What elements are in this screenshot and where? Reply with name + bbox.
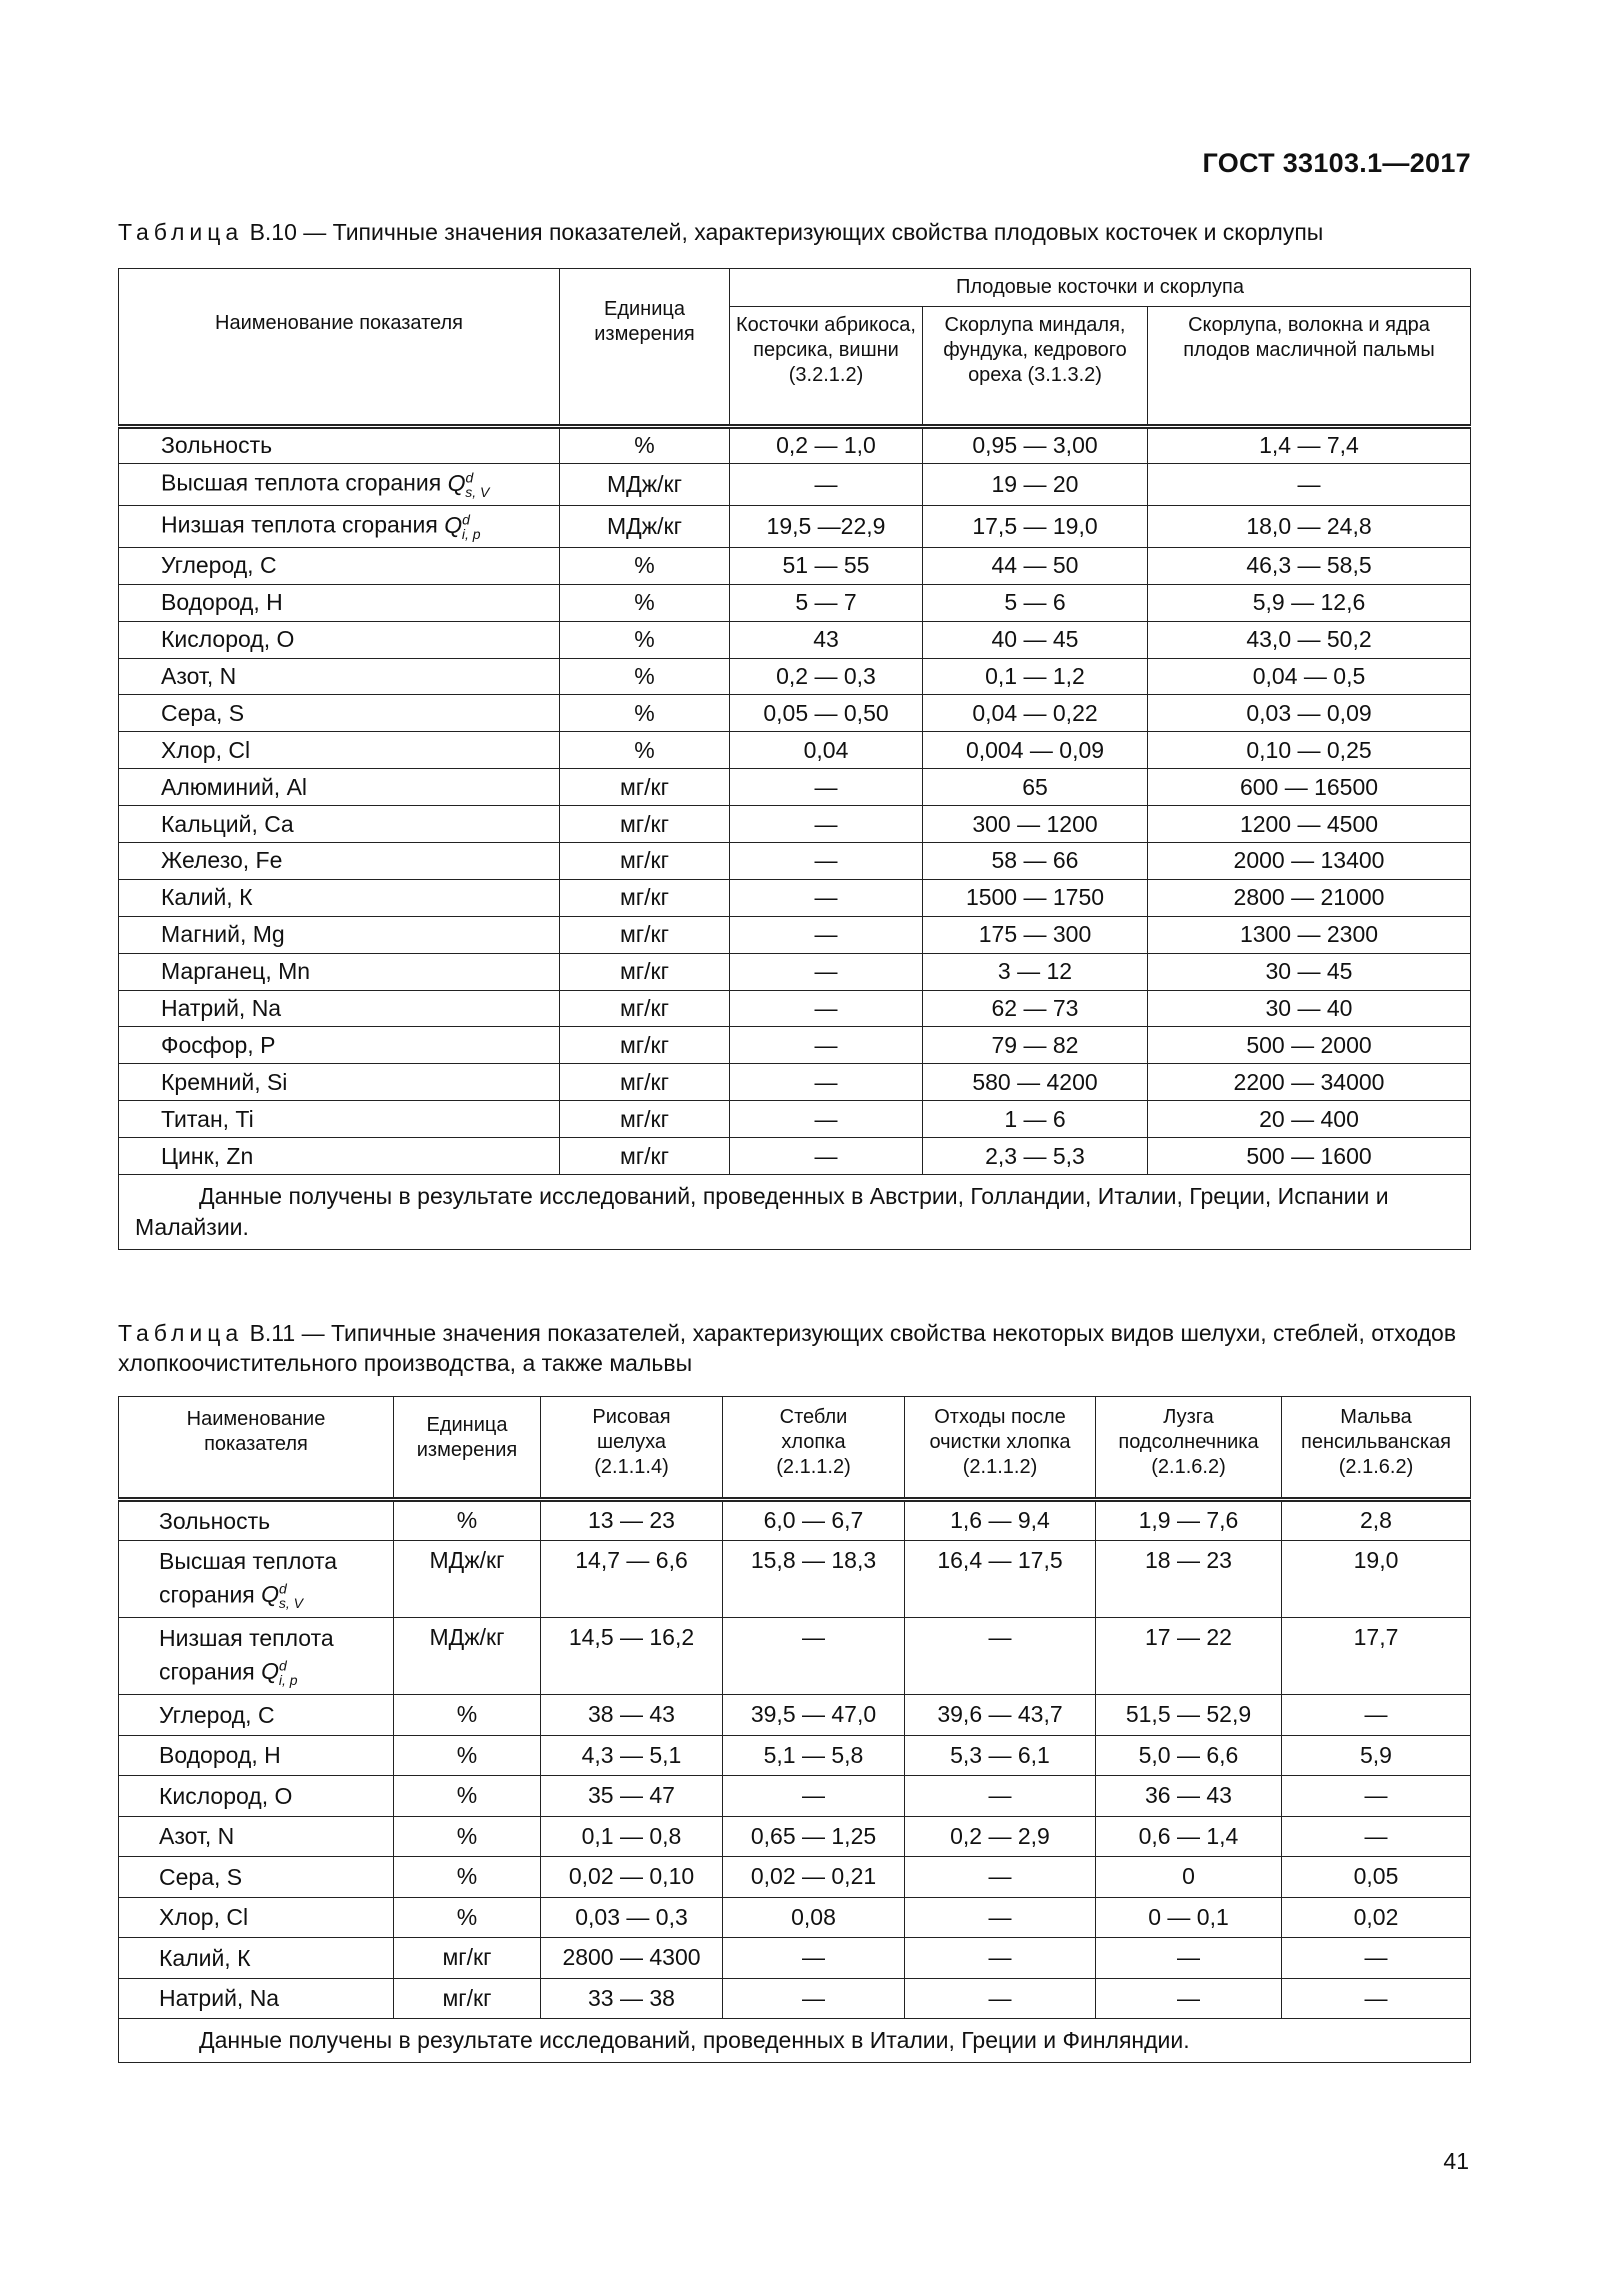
parameter-name: Калий, К [159,1944,251,1971]
parameter-name-cell [119,1938,394,1979]
parameter-name: Кальций, Ca [161,810,294,837]
parameter-name-cell [119,806,560,843]
unit-cell: МДж/кг [394,1617,541,1694]
parameter-name-cell [119,843,560,880]
value-cell: 5,9 [1282,1735,1471,1776]
parameter-name-cell [119,1617,394,1694]
value-cell: 500 — 1600 [1148,1138,1471,1175]
value-cell: 300 — 1200 [923,806,1148,843]
table-row [119,1027,1471,1064]
table-row [119,427,1471,464]
table-row [119,769,1471,806]
table-row [119,505,1471,547]
table-row [119,1776,1471,1817]
value-cell: — [723,1978,905,2019]
parameter-name-cell [119,547,560,584]
parameter-name: Титан, Ti [161,1105,254,1132]
value-cell: 0,02 [1282,1897,1471,1938]
value-cell: 51,5 — 52,9 [1096,1695,1282,1736]
value-cell: 0,03 — 0,3 [541,1897,723,1938]
parameter-name: Калий, К [161,884,253,911]
table-row [119,584,1471,621]
header-col-mallow: Мальва пенсильванская (2.1.6.2) [1282,1397,1471,1500]
parameter-name: Марганец, Mn [161,958,311,985]
table-b10-caption-prefix: Таблица [118,219,244,245]
table-row [119,806,1471,843]
value-cell: 5 — 7 [730,584,923,621]
table-row [119,658,1471,695]
unit-cell: % [560,658,730,695]
parameter-name: Цинк, Zn [161,1142,254,1169]
value-cell: 62 — 73 [923,990,1148,1027]
parameter-name: Хлор, Cl [159,1904,249,1931]
value-cell: 0,2 — 1,0 [730,427,923,464]
unit-cell: МДж/кг [560,463,730,505]
parameter-name: Зольность [161,432,273,459]
value-cell: 1300 — 2300 [1148,916,1471,953]
parameter-name: Кислород, О [161,626,295,653]
value-cell: 5,1 — 5,8 [723,1735,905,1776]
value-cell: — [730,879,923,916]
value-cell: 0,04 — 0,5 [1148,658,1471,695]
value-cell: — [905,1857,1096,1898]
value-cell: 14,7 — 6,6 [541,1540,723,1617]
unit-cell: % [394,1857,541,1898]
value-cell: 17,7 [1282,1617,1471,1694]
value-cell: — [730,916,923,953]
parameter-name-cell [119,1500,394,1541]
value-cell: 580 — 4200 [923,1064,1148,1101]
value-cell: — [905,1776,1096,1817]
parameter-name-cell [119,427,560,464]
parameter-name: Кислород, О [159,1782,293,1809]
parameter-name: Высшая теплота сгорания [161,469,442,496]
unit-cell: мг/кг [394,1978,541,2019]
value-cell: 0 [1096,1857,1282,1898]
unit-cell: МДж/кг [560,505,730,547]
header-col-nut-shells: Скорлупа миндаля, фундука, кедрового ореха (3.1.3.2) [923,307,1148,427]
unit-cell: % [394,1816,541,1857]
value-cell: 175 — 300 [923,916,1148,953]
unit-cell: % [560,584,730,621]
value-cell: 1,4 — 7,4 [1148,427,1471,464]
note-text: Данные получены в результате исследований, проведенных в Австрии, Голландии, Италии, Греции, Испании и Малайзии. [135,1183,1389,1241]
value-cell: 46,3 — 58,5 [1148,547,1471,584]
value-cell: 30 — 45 [1148,953,1471,990]
table-row [119,990,1471,1027]
unit-cell: % [560,621,730,658]
table-row [119,1978,1471,2019]
table-row [119,621,1471,658]
header-group: Плодовые косточки и скорлупа [730,269,1471,307]
value-cell: — [730,953,923,990]
value-cell: 1,9 — 7,6 [1096,1500,1282,1541]
value-cell: — [905,1617,1096,1694]
parameter-name-cell [119,695,560,732]
table-row [119,463,1471,505]
value-cell: 17,5 — 19,0 [923,505,1148,547]
value-cell: — [1282,1695,1471,1736]
parameter-name: Железо, Fe [161,847,283,874]
unit-cell: мг/кг [560,1138,730,1175]
value-cell: 0,004 — 0,09 [923,732,1148,769]
value-cell: 1500 — 1750 [923,879,1148,916]
unit-cell: мг/кг [560,1027,730,1064]
page-number: 41 [1443,2148,1469,2174]
value-cell: 16,4 — 17,5 [905,1540,1096,1617]
unit-cell: % [560,547,730,584]
table-row [119,1617,1471,1694]
value-cell: — [730,1064,923,1101]
value-cell: 19,0 [1282,1540,1471,1617]
parameter-name-cell [119,621,560,658]
value-cell: — [1096,1938,1282,1979]
value-cell: 18,0 — 24,8 [1148,505,1471,547]
value-cell: — [730,463,923,505]
parameter-name-cell [119,732,560,769]
parameter-name-cell [119,505,560,547]
value-cell: — [723,1938,905,1979]
unit-cell: % [394,1897,541,1938]
value-cell: 39,5 — 47,0 [723,1695,905,1736]
unit-cell: мг/кг [394,1938,541,1979]
value-cell: 0,6 — 1,4 [1096,1816,1282,1857]
value-cell: 2800 — 4300 [541,1938,723,1979]
value-cell: 0 — 0,1 [1096,1897,1282,1938]
value-cell: 0,02 — 0,21 [723,1857,905,1898]
table-row [119,1540,1471,1617]
value-cell: 0,1 — 1,2 [923,658,1148,695]
value-cell: 2200 — 34000 [1148,1064,1471,1101]
parameter-name: Водород, Н [159,1742,281,1769]
parameter-name: Натрий, Na [159,1985,280,2012]
parameter-name-cell [119,463,560,505]
parameter-name-cell [119,1540,394,1617]
table-b11-caption-prefix: Таблица [118,1320,244,1346]
document-code: ГОСТ 33103.1—2017 [1202,148,1471,178]
value-cell: 0,95 — 3,00 [923,427,1148,464]
unit-cell: мг/кг [560,990,730,1027]
table-b10-caption [118,217,1470,247]
table-row [119,1695,1471,1736]
parameter-name-cell [119,769,560,806]
value-cell: 0,10 — 0,25 [1148,732,1471,769]
unit-cell: мг/кг [560,1101,730,1138]
unit-cell: % [560,695,730,732]
value-cell: 3 — 12 [923,953,1148,990]
table-b11 [118,1396,1471,2063]
value-cell: — [905,1897,1096,1938]
value-cell: 1,6 — 9,4 [905,1500,1096,1541]
unit-cell: мг/кг [560,1064,730,1101]
value-cell: — [1282,1816,1471,1857]
table-row [119,1138,1471,1175]
value-cell: — [1282,1938,1471,1979]
parameter-name-cell [119,658,560,695]
table-row [119,843,1471,880]
value-cell: 2800 — 21000 [1148,879,1471,916]
table-row [119,1938,1471,1979]
value-cell: 65 [923,769,1148,806]
value-cell: 33 — 38 [541,1978,723,2019]
parameter-name-cell [119,1776,394,1817]
parameter-name-cell [119,584,560,621]
parameter-name-cell [119,1897,394,1938]
value-cell: — [723,1617,905,1694]
parameter-name: Зольность [159,1507,271,1534]
note-text: Данные получены в результате исследований, проведенных в Италии, Греции и Финляндии. [199,2027,1190,2053]
parameter-name-cell [119,1735,394,1776]
table-b11-caption-text: В.11 — Типичные значения показателей, характеризующих свойства некоторых видов шелухи, стеблей, отходов хлопкоочистительного производства, а также мальвы [118,1320,1457,1376]
unit-cell: мг/кг [560,879,730,916]
table-b10-caption-text: В.10 — Типичные значения показателей, характеризующих свойства плодовых косточек и скорлупы [249,219,1324,245]
table-b10-note [119,1175,1471,1250]
value-cell: — [1282,1776,1471,1817]
unit-cell: мг/кг [560,953,730,990]
parameter-name-cell [119,1695,394,1736]
unit-cell: % [394,1735,541,1776]
value-cell: — [730,769,923,806]
unit-cell: % [394,1695,541,1736]
table-b11-note [119,2019,1471,2063]
value-cell: 58 — 66 [923,843,1148,880]
parameter-name-cell [119,1064,560,1101]
value-cell: — [723,1776,905,1817]
unit-cell: мг/кг [560,769,730,806]
value-cell: 5,3 — 6,1 [905,1735,1096,1776]
parameter-name: Высшая теплота сгорания [159,1547,338,1608]
value-cell: 1 — 6 [923,1101,1148,1138]
value-cell: 5 — 6 [923,584,1148,621]
parameter-name: Водород, Н [161,589,283,616]
header-col-cotton-stalks: Стебли хлопка (2.1.1.2) [723,1397,905,1500]
table-row [119,1857,1471,1898]
parameter-name-cell [119,1978,394,2019]
unit-cell: % [560,732,730,769]
value-cell: 0,2 — 2,9 [905,1816,1096,1857]
value-cell: 2,3 — 5,3 [923,1138,1148,1175]
table-row [119,953,1471,990]
value-cell: 18 — 23 [1096,1540,1282,1617]
value-cell: — [730,1027,923,1064]
unit-cell: % [394,1776,541,1817]
parameter-name: Фосфор, Р [161,1031,276,1058]
unit-cell: МДж/кг [394,1540,541,1617]
value-cell: — [730,990,923,1027]
value-cell: — [905,1938,1096,1979]
table-row [119,1500,1471,1541]
value-cell: 44 — 50 [923,547,1148,584]
header-col-rice-husk: Рисовая шелуха (2.1.1.4) [541,1397,723,1500]
table-row [119,547,1471,584]
value-cell: 0,04 [730,732,923,769]
value-cell: 38 — 43 [541,1695,723,1736]
header-col-sunflower-husk: Лузга подсолнечника (2.1.6.2) [1096,1397,1282,1500]
parameter-name: Кремний, Si [161,1068,288,1095]
value-cell: 35 — 47 [541,1776,723,1817]
value-cell: 5,0 — 6,6 [1096,1735,1282,1776]
value-cell: 2000 — 13400 [1148,843,1471,880]
parameter-name: Азот, N [159,1823,235,1850]
value-cell: 0,02 — 0,10 [541,1857,723,1898]
heat-value-symbol: $Q^d_{s, V}$ [261,1580,303,1611]
heat-value-symbol: $Q^d_{s, V}$ [447,469,490,500]
header-parameter-name: Наименование показателя [119,1397,394,1500]
value-cell: 15,8 — 18,3 [723,1540,905,1617]
value-cell: 36 — 43 [1096,1776,1282,1817]
value-cell: 43 [730,621,923,658]
value-cell: 0,65 — 1,25 [723,1816,905,1857]
header-col-apricot-pits: Косточки абрикоса, персика, вишни (3.2.1.2) [730,307,923,427]
value-cell: — [730,806,923,843]
unit-cell: % [394,1500,541,1541]
value-cell: — [730,1138,923,1175]
header-unit: Единица измерения [560,269,730,427]
parameter-name: Алюминий, Al [161,773,308,800]
header-unit: Единица измерения [394,1397,541,1500]
parameter-name: Азот, N [161,663,237,689]
value-cell: — [1148,463,1471,505]
table-row [119,1064,1471,1101]
header-col-cotton-waste: Отходы после очистки хлопка (2.1.1.2) [905,1397,1096,1500]
parameter-name: Магний, Mg [161,921,285,948]
value-cell: 0,05 [1282,1857,1471,1898]
table-row [119,1101,1471,1138]
value-cell: 19,5 —22,9 [730,505,923,547]
parameter-name: Углерод, С [161,552,277,579]
value-cell: 6,0 — 6,7 [723,1500,905,1541]
parameter-name: Углерод, С [159,1701,275,1728]
parameter-name-cell [119,879,560,916]
parameter-name: Низшая теплота сгорания [159,1624,334,1685]
parameter-name-cell [119,1027,560,1064]
value-cell: 43,0 — 50,2 [1148,621,1471,658]
value-cell: 40 — 45 [923,621,1148,658]
value-cell: 79 — 82 [923,1027,1148,1064]
value-cell: 19 — 20 [923,463,1148,505]
table-row [119,732,1471,769]
unit-cell: мг/кг [560,806,730,843]
parameter-name-cell [119,1101,560,1138]
value-cell: 17 — 22 [1096,1617,1282,1694]
table-b11-caption [118,1318,1470,1378]
value-cell: 51 — 55 [730,547,923,584]
value-cell: 0,05 — 0,50 [730,695,923,732]
unit-cell: мг/кг [560,843,730,880]
value-cell: 30 — 40 [1148,990,1471,1027]
table-row [119,1897,1471,1938]
value-cell: 600 — 16500 [1148,769,1471,806]
value-cell: 20 — 400 [1148,1101,1471,1138]
value-cell: 14,5 — 16,2 [541,1617,723,1694]
parameter-name: Хлор, Cl [161,736,251,763]
value-cell: — [730,843,923,880]
table-row [119,1735,1471,1776]
parameter-name-cell [119,916,560,953]
parameter-name: Низшая теплота сгорания [161,511,438,538]
value-cell: 39,6 — 43,7 [905,1695,1096,1736]
value-cell: 0,04 — 0,22 [923,695,1148,732]
parameter-name: Сера, S [159,1863,243,1890]
value-cell: 4,3 — 5,1 [541,1735,723,1776]
table-row [119,879,1471,916]
value-cell: — [905,1978,1096,2019]
parameter-name-cell [119,990,560,1027]
value-cell: 5,9 — 12,6 [1148,584,1471,621]
value-cell: 0,08 [723,1897,905,1938]
header-parameter-name: Наименование показателя [119,269,560,427]
parameter-name-cell [119,1816,394,1857]
table-row [119,1816,1471,1857]
parameter-name-cell [119,1138,560,1175]
header-col-palm: Скорлупа, волокна и ядра плодов масличной пальмы [1148,307,1471,427]
value-cell: — [730,1101,923,1138]
unit-cell: мг/кг [560,916,730,953]
parameter-name: Сера, S [161,699,245,726]
parameter-name-cell [119,953,560,990]
value-cell: 13 — 23 [541,1500,723,1541]
value-cell: 1200 — 4500 [1148,806,1471,843]
value-cell: 500 — 2000 [1148,1027,1471,1064]
value-cell: — [1096,1978,1282,2019]
value-cell: 0,1 — 0,8 [541,1816,723,1857]
heat-value-symbol: $Q^d_{i, p}$ [444,511,481,542]
heat-value-symbol: $Q^d_{i, p}$ [261,1657,298,1688]
value-cell: 2,8 [1282,1500,1471,1541]
table-b10 [118,268,1471,1250]
value-cell: 0,03 — 0,09 [1148,695,1471,732]
value-cell: — [1282,1978,1471,2019]
parameter-name-cell [119,1857,394,1898]
parameter-name: Натрий, Na [161,995,282,1022]
table-row [119,695,1471,732]
table-row [119,916,1471,953]
value-cell: 0,2 — 0,3 [730,658,923,695]
unit-cell: % [560,427,730,464]
